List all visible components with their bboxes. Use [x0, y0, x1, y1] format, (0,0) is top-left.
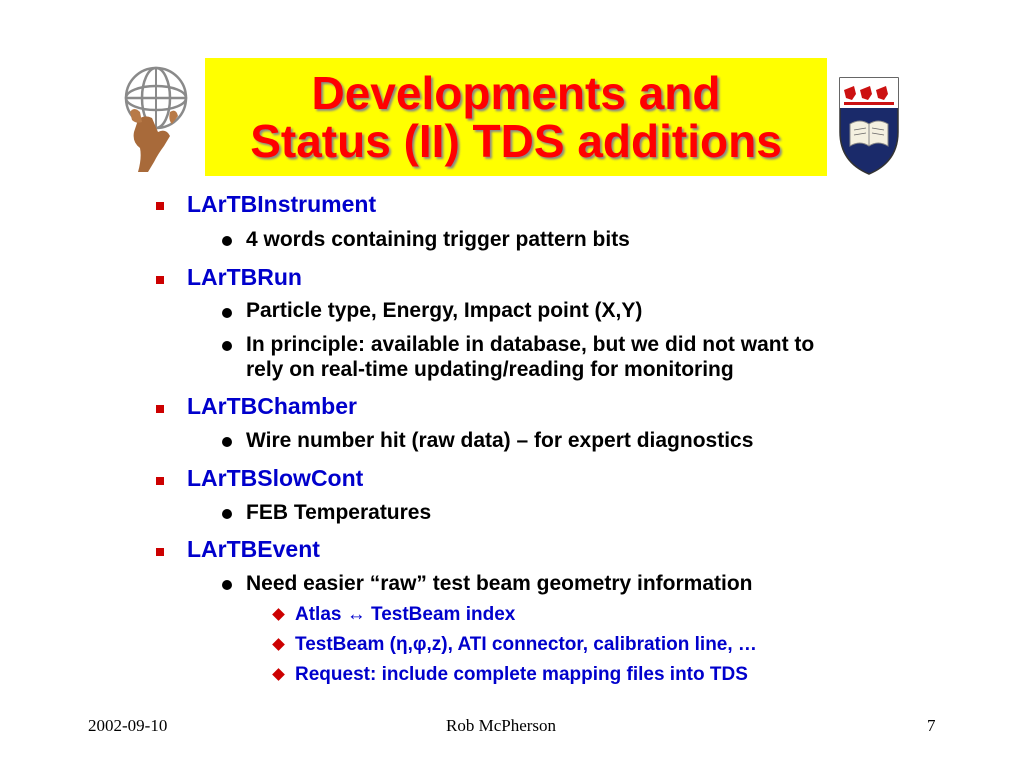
title-line-2: Status (II) TDS additions [250, 115, 782, 167]
university-crest-icon [836, 74, 902, 176]
list-item: FEB Temperatures [246, 501, 432, 524]
footer-page-number: 7 [927, 716, 936, 735]
diamond-bullet-icon [272, 638, 285, 651]
list-item: Need easier “raw” test beam geometry information [246, 572, 753, 595]
list-item: LArTBEvent [187, 536, 320, 562]
footer-author: Rob McPherson [446, 716, 557, 735]
list-item: LArTBSlowCont [187, 465, 364, 491]
list-item: TestBeam (η,φ,z), ATI connector, calibration line, … [295, 634, 757, 655]
slide-title [205, 58, 827, 176]
diamond-bullet-icon [272, 668, 285, 681]
dot-bullet-icon [222, 308, 232, 318]
list-item: Request: include complete mapping files into TDS [295, 664, 748, 685]
footer-date: 2002-09-10 [88, 716, 168, 735]
square-bullet-icon [156, 405, 164, 413]
dot-bullet-icon [222, 509, 232, 519]
list-item: In principle: available in database, but we did not want to [246, 333, 815, 356]
list-item: LArTBChamber [187, 393, 357, 419]
square-bullet-icon [156, 477, 164, 485]
square-bullet-icon [156, 202, 164, 210]
list-item: Atlas ↔ TestBeam index [295, 604, 516, 625]
dot-bullet-icon [222, 236, 232, 246]
list-item: LArTBInstrument [187, 191, 377, 217]
dot-bullet-icon [222, 341, 232, 351]
dot-bullet-icon [222, 580, 232, 590]
title-line-1: Developments and [311, 67, 721, 119]
dot-bullet-icon [222, 437, 232, 447]
square-bullet-icon [156, 276, 164, 284]
list-item: Particle type, Energy, Impact point (X,Y) [246, 299, 643, 322]
atlas-logo-icon [108, 62, 200, 174]
list-item-continuation: rely on real-time updating/reading for monitoring [246, 358, 734, 381]
list-item: 4 words containing trigger pattern bits [246, 228, 630, 251]
square-bullet-icon [156, 548, 164, 556]
diamond-bullet-icon [272, 608, 285, 621]
list-item: Wire number hit (raw data) – for expert diagnostics [246, 429, 754, 452]
list-item: LArTBRun [187, 264, 302, 290]
